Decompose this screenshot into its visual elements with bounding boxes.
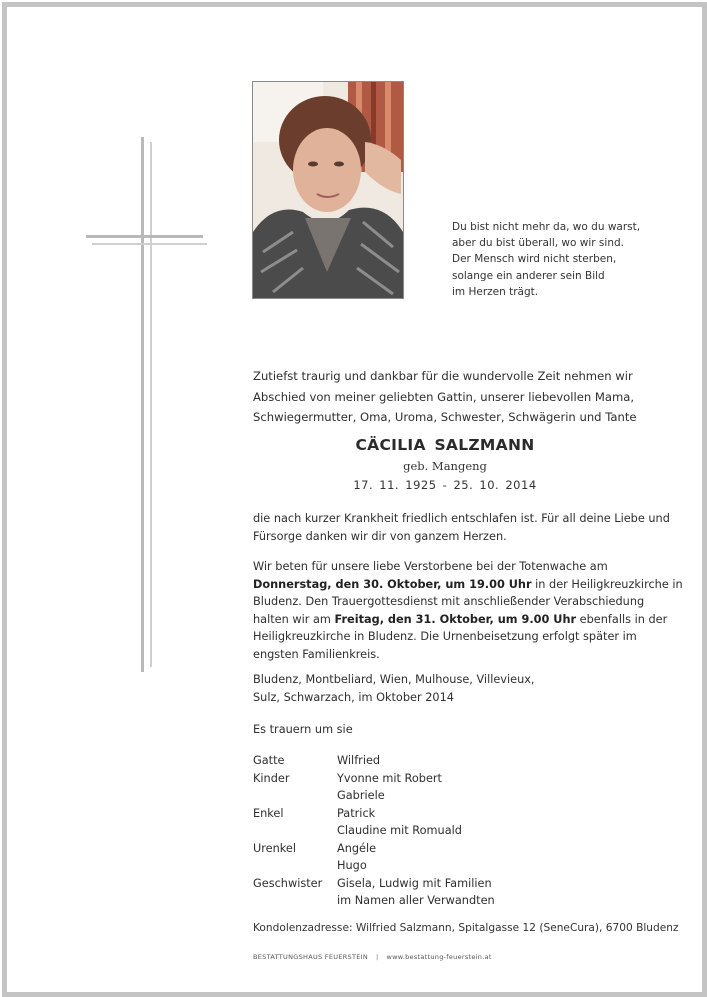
paragraph-line: Bludenz. Den Trauergottesdienst mit anschließender Verabschiedung	[253, 595, 645, 608]
memorial-poem	[452, 219, 640, 300]
funeral-home-name: BESTATTUNGSHAUS FEUERSTEIN	[253, 953, 369, 961]
passing-paragraph	[253, 510, 670, 545]
wake-date: Donnerstag, den 30. Oktober, um 19.00 Uhr	[253, 577, 532, 591]
family-relation: Geschwister	[253, 876, 323, 890]
family-member: Wilfried	[337, 754, 381, 767]
service-date: Freitag, den 31. Oktober, um 9.00 Uhr	[334, 612, 577, 626]
place-and-date	[253, 671, 535, 706]
intro-line: Zutiefst traurig und dankbar für die wundervolle Zeit nehmen wir	[253, 369, 633, 383]
family-relation: Gatte	[253, 754, 285, 767]
portrait-photo	[252, 81, 404, 299]
cross-horizontal-bar	[86, 235, 203, 238]
family-member: im Namen aller Verwandten	[337, 894, 495, 907]
paragraph-line: Wir beten für unsere liebe Verstorbene bei der Totenwache am	[253, 560, 608, 573]
family-relation: Enkel	[253, 806, 284, 820]
family-member: Patrick	[337, 806, 376, 820]
intro-text	[253, 366, 637, 428]
cross-vertical-shadow	[150, 142, 152, 667]
paragraph-line	[253, 611, 683, 629]
poem-line: Du bist nicht mehr da, wo du warst,	[452, 221, 641, 233]
cross-horizontal-shadow	[92, 243, 207, 245]
family-member: Yvonne mit Robert	[337, 771, 442, 785]
poem-line: aber du bist überall, wo wir sind.	[452, 237, 624, 250]
poem-line: Der Mensch wird nicht sterben,	[452, 253, 617, 266]
family-member: Gabriele	[337, 789, 385, 802]
paragraph-line	[253, 576, 683, 594]
place-line: Sulz, Schwarzach, im Oktober 2014	[253, 690, 454, 704]
paragraph-line: Fürsorge danken wir dir von ganzem Herzen.	[253, 529, 507, 543]
service-location: ebenfalls in der	[576, 612, 668, 626]
family-relation: Urenkel	[253, 841, 297, 855]
wake-location: in der Heiligkreuzkirche in	[531, 577, 683, 591]
place-line: Bludenz, Montbeliard, Wien, Mulhouse, Villevieux,	[253, 673, 535, 686]
mourners-heading: Es trauern um sie	[253, 723, 353, 736]
service-paragraph	[253, 558, 683, 663]
family-member: Hugo	[337, 859, 367, 872]
cross-vertical-bar	[141, 137, 144, 672]
deceased-name: CÄCILIA SALZMANN	[355, 436, 535, 454]
condolence-address: Kondolenzadresse: Wilfried Salzmann, Spitalgasse 12 (SeneCura), 6700 Bludenz	[253, 922, 679, 934]
service-prefix: halten wir am	[253, 612, 335, 626]
life-dates: 17. 11. 1925 - 25. 10. 2014	[353, 478, 537, 492]
intro-line: Schwiegermutter, Oma, Uroma, Schwester, Schwägerin und Tante	[253, 410, 637, 424]
paragraph-line: engsten Familienkreis.	[253, 647, 380, 661]
footer	[253, 953, 492, 961]
maiden-name: geb. Mangeng	[403, 459, 487, 473]
footer-separator: |	[376, 953, 379, 961]
family-member: Claudine mit Romuald	[337, 824, 462, 837]
paragraph-line: Heiligkreuzkirche in Bludenz. Die Urnenbeisetzung erfolgt später im	[253, 630, 637, 643]
poem-line: solange ein anderer sein Bild	[452, 269, 605, 282]
intro-line: Abschied von meiner geliebten Gattin, unserer liebevollen Mama,	[253, 389, 635, 404]
funeral-home-website: www.bestattung-feuerstein.at	[386, 953, 492, 961]
poem-line: im Herzen trägt.	[452, 285, 539, 298]
family-member: Angéle	[337, 841, 377, 855]
family-member: Gisela, Ludwig mit Familien	[337, 876, 492, 890]
paragraph-line: die nach kurzer Krankheit friedlich entschlafen ist. Für all deine Liebe und	[253, 512, 670, 525]
family-relation: Kinder	[253, 771, 290, 785]
